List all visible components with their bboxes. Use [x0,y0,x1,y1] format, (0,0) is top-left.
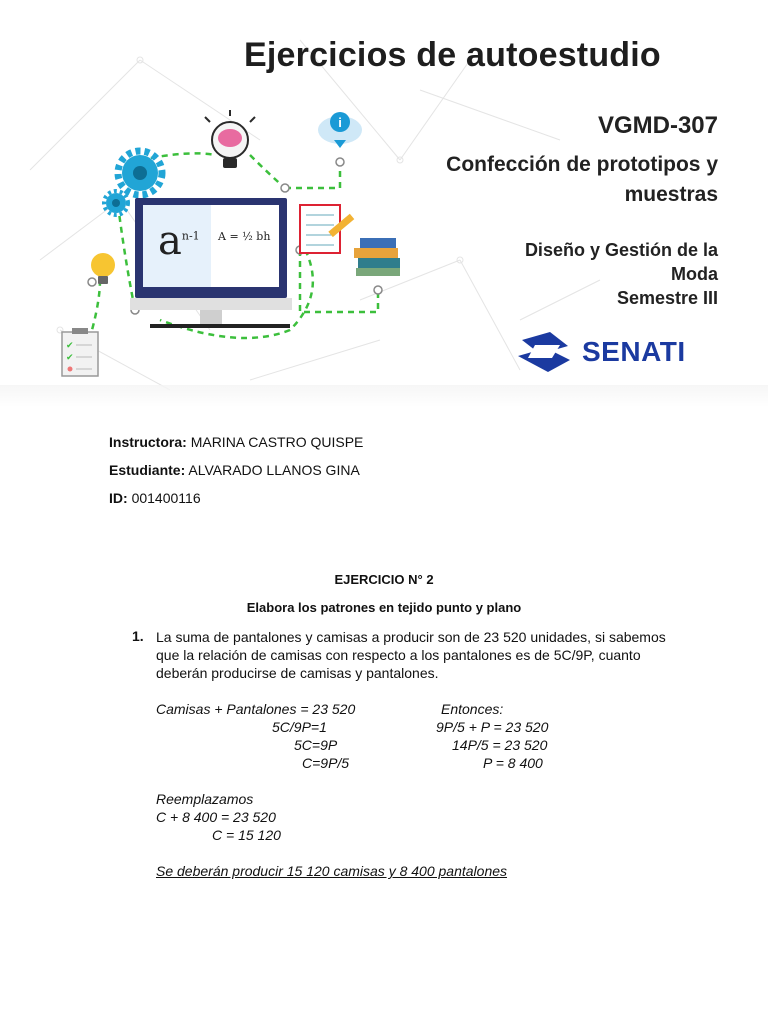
instructor-label: Instructora: [109,434,187,450]
lightbulb-brain-icon [205,110,255,168]
equation-line: P = 8 400 [483,755,543,771]
notebook-pencil-icon [300,205,354,253]
career-info [440,238,718,310]
instructor-value: MARINA CASTRO QUISPE [190,434,364,450]
semester-line: Semestre III [616,288,718,308]
svg-text:✔: ✔ [66,341,74,351]
student-line [109,461,360,479]
exercise-title: EJERCICIO N° 2 [334,572,434,587]
books-icon [354,238,400,276]
student-value: ALVARADO LLANOS GINA [188,462,360,478]
student-label: Estudiante: [109,462,186,478]
equation-line: 14P/5 = 23 520 [452,737,548,753]
checklist-icon [62,328,98,376]
equation-line: C = 15 120 [212,827,281,843]
equation-line: Entonces: [441,701,504,717]
course-name: Confección de prototipos y muestras [446,153,718,206]
equation-line: 5C=9P [294,737,338,753]
id-value: 001400116 [131,490,201,506]
senati-logo-text: SENATI [582,336,686,367]
conclusion-text: Se deberán producir 15 120 camisas y 8 400 pantalones [156,863,508,879]
question-text: La suma de pantalones y camisas a producir son de 23 520 unidades, si sabemos que la relación de camisas con respecto a los pantalones es de 5C/9P, cuanto deberán producirse de camisas y pantalones. [156,629,666,681]
formula-a: $a^{n-1}$ [158,218,200,264]
course-code: VGMD-307 [597,112,718,139]
equation-line: C=9P/5 [302,755,350,771]
equation-line: 5C/9P=1 [272,719,327,735]
career-line: Moda [671,264,718,284]
question-number: 1. [132,628,144,644]
career-line: Diseño y Gestión de la [524,240,718,260]
svg-text:i: i [338,115,342,130]
replace-heading: Reemplazamos [156,791,254,807]
formula-area: A = ½ bh [218,230,271,243]
exercise-subtitle: Elabora los patrones en tejido punto y plano [246,600,522,615]
equation-line: 9P/5 + P = 23 520 [436,719,549,735]
monitor-illustration [130,198,292,328]
equation-line: C + 8 400 = 23 520 [156,809,276,825]
id-line [109,489,201,507]
equation-line: Camisas + Pantalones = 23 520 [156,701,356,717]
svg-text:✔: ✔ [66,353,74,363]
senati-logo-mark [518,332,570,372]
cloud-download-icon [318,112,362,148]
document-title: Ejercicios de autoestudio [244,36,661,74]
id-label: ID: [109,490,128,506]
instructor-line [109,433,363,451]
